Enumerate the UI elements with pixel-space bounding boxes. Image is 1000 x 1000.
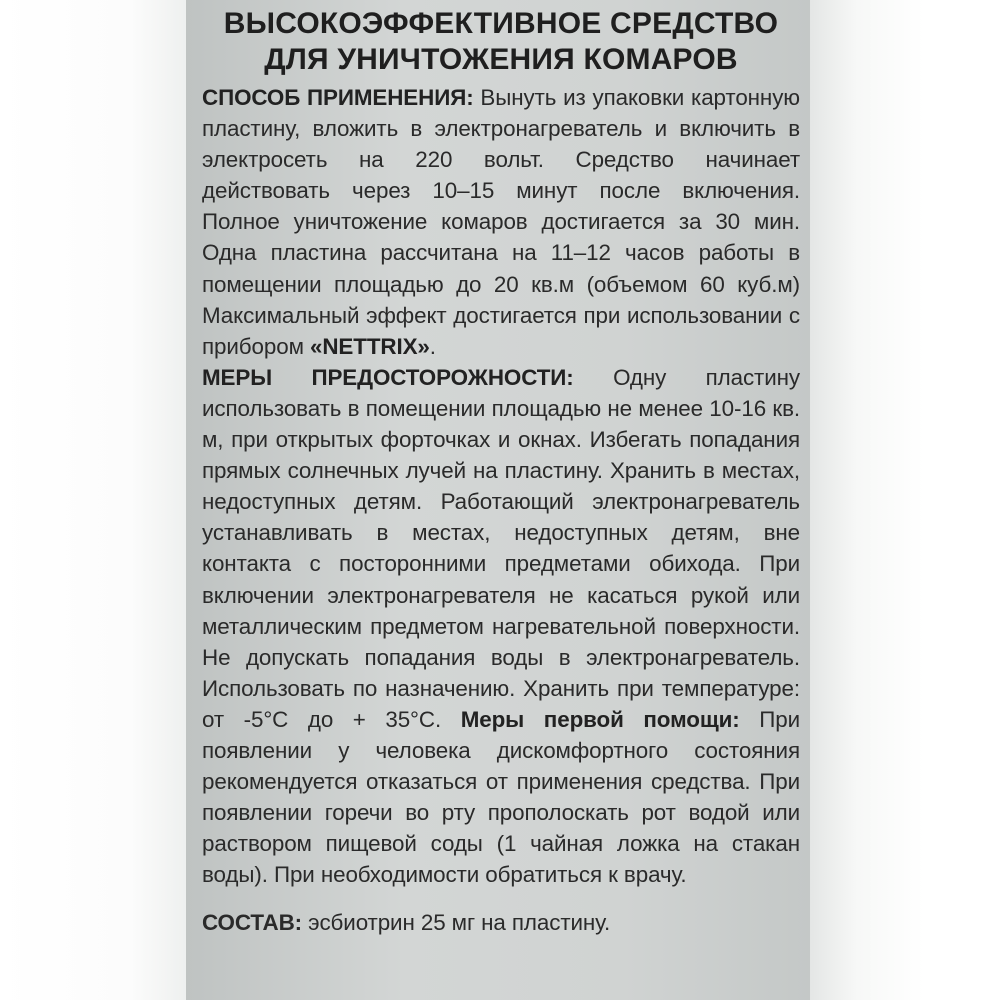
usage-end: .: [429, 333, 436, 359]
composition-heading: СОСТАВ:: [202, 910, 303, 936]
precautions-section: [202, 362, 800, 891]
background-right: [810, 0, 1000, 1000]
section-spacer: [202, 890, 800, 907]
first-aid-heading: Меры первой помощи:: [460, 706, 740, 732]
usage-section: [202, 82, 800, 362]
usage-heading: СПОСОБ ПРИМЕНЕНИЯ:: [202, 85, 474, 110]
precautions-text: Одну пластину использовать в помещении площадью не менее 10-16 кв. м, при открытых форточках и окнах. Избегать попадания прямых солнечных лучей на пластину. Хранить в местах, недоступных детям. Работающий электронагреватель устанавливать в местах, недоступных детям, вне контакта с посторонними предметами обихода. При включении электронагревателя не касаться рукой или металлическим предметом нагревательной поверхности. Не допускать попадания воды в электронагреватель. Использовать по назначению. Хранить при температуре: от -5°C до + 35°C.: [202, 364, 800, 732]
brand-name: «NETTRIX»: [309, 333, 430, 359]
label-text: [202, 6, 800, 938]
usage-text: Вынуть из упаковки картонную пластину, вложить в электронагреватель и включить в электросеть на 220 вольт. Средство начинает действовать через 10–15 минут после включения. Полное уничтожение комаров достигается за 30 мин. Одна пластина рассчитана на 11–12 часов работы в помещении площадью до 20 кв.м (объемом 60 куб.м) Максимальный эффект достигается при использовании с прибором: [202, 85, 800, 359]
title-line-1: ВЫСОКОЭФФЕКТИВНОЕ СРЕДСТВО: [223, 7, 779, 40]
first-aid-text: При появлении у человека дискомфортного состояния рекомендуется отказаться от применения средства. При появлении горечи во рту прополоскать рот водой или раствором пищевой соды (1 чайная ложка на стакан воды). При необходимости обратиться к врачу.: [202, 706, 800, 888]
composition-text: эсбиотрин 25 мг на пластину.: [302, 910, 611, 936]
composition-section: [202, 907, 800, 938]
title-line-2: ДЛЯ УНИЧТОЖЕНИЯ КОМАРОВ: [264, 43, 738, 76]
precautions-heading: МЕРЫ ПРЕДОСТОРОЖНОСТИ:: [202, 364, 574, 390]
background-left: [0, 0, 186, 1000]
product-title: [202, 6, 800, 78]
